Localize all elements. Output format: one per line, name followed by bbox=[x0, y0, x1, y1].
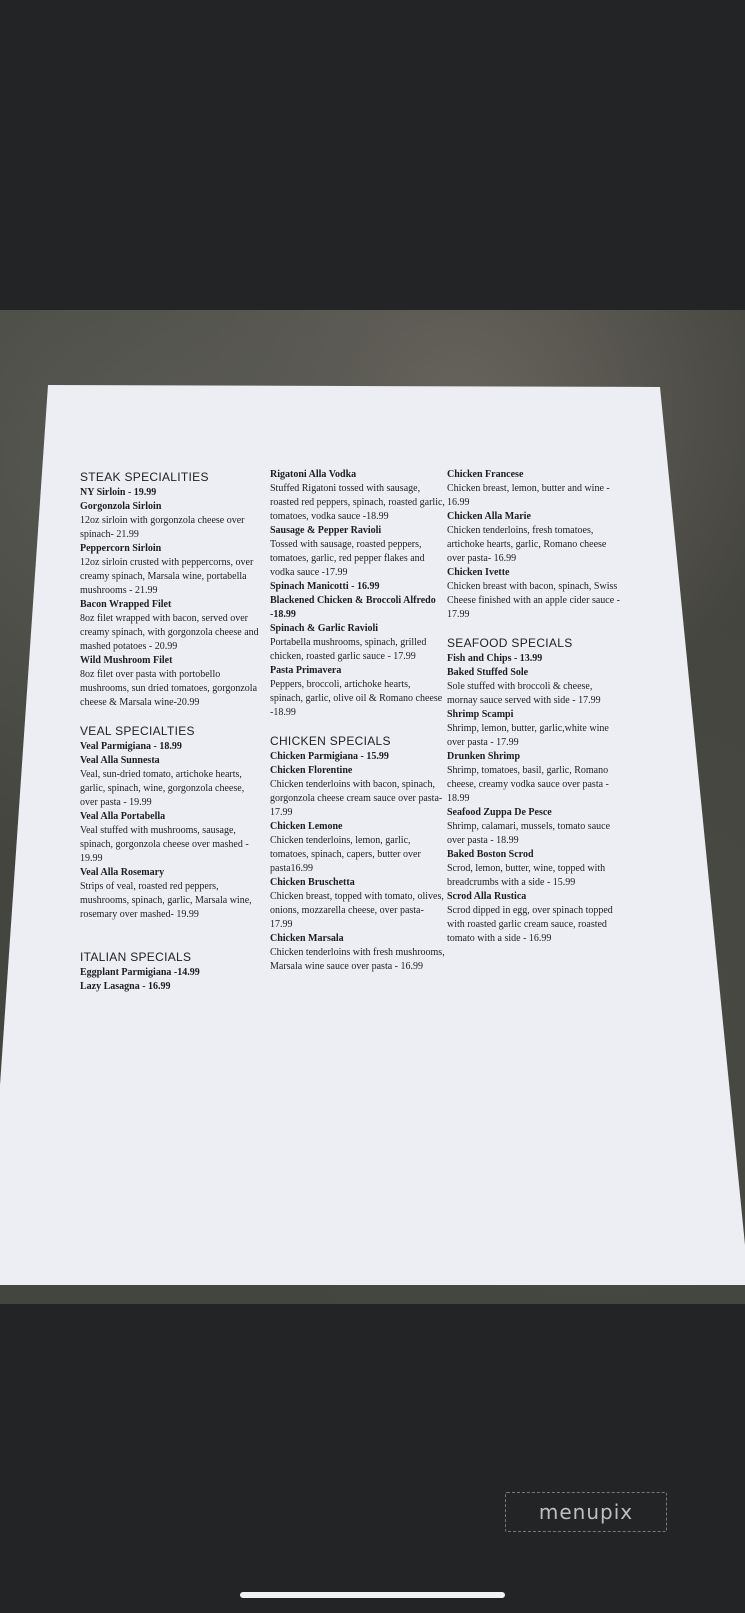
menu-item bbox=[447, 566, 622, 622]
menu-item-name: Chicken Marsala bbox=[270, 933, 344, 944]
menu-item-description: Shrimp, lemon, butter, garlic,white wine over pasta - 17.99 bbox=[447, 723, 609, 748]
menu-item-description: Scrod dipped in egg, over spinach topped with roasted garlic cream sauce, roasted tomato with a side - 16.99 bbox=[447, 905, 613, 944]
menu-column-right bbox=[447, 468, 622, 946]
menu-item-description: 12oz sirloin crusted with peppercorns, over creamy spinach, Marsala wine, portabella mushrooms - 21.99 bbox=[80, 557, 254, 596]
menu-item-name: Shrimp Scampi bbox=[447, 709, 514, 720]
seafood-heading: SEAFOOD SPECIALS bbox=[447, 636, 573, 650]
menu-item bbox=[80, 654, 260, 710]
menu-item-description: Veal, sun-dried tomato, artichoke hearts, garlic, spinach, wine, gorgonzola cheese, over pasta - 19.99 bbox=[80, 769, 245, 808]
menu-item bbox=[447, 652, 622, 666]
menu-item-name: Eggplant Parmigiana -14.99 bbox=[80, 967, 200, 978]
menu-item-name: Fish and Chips - 13.99 bbox=[447, 653, 543, 664]
menu-item-name: Chicken Ivette bbox=[447, 567, 510, 578]
pasta-list bbox=[270, 468, 445, 720]
menu-item bbox=[447, 848, 622, 890]
menu-item bbox=[270, 468, 445, 524]
chicken-heading: CHICKEN SPECIALS bbox=[270, 734, 391, 748]
menu-item-description: Shrimp, calamari, mussels, tomato sauce over pasta - 18.99 bbox=[447, 821, 611, 846]
menu-item-name: Chicken Alla Marie bbox=[447, 511, 531, 522]
menu-item bbox=[80, 500, 260, 542]
menu-item-name: NY Sirloin - 19.99 bbox=[80, 487, 157, 498]
menu-item bbox=[270, 764, 445, 820]
steak-heading: STEAK SPECIALITIES bbox=[80, 470, 209, 484]
menu-item-name: Veal Alla Portabella bbox=[80, 811, 166, 822]
menu-item-name: Veal Alla Rosemary bbox=[80, 867, 165, 878]
menu-item-description: 8oz filet wrapped with bacon, served over creamy spinach, with gorgonzola cheese and mashed potatoes - 20.99 bbox=[80, 613, 259, 652]
menu-item bbox=[447, 468, 622, 510]
menu-item-description: Sole stuffed with broccoli & cheese, mornay sauce served with side - 17.99 bbox=[447, 681, 601, 706]
menu-column-left bbox=[80, 470, 260, 994]
menu-item-name: Drunken Shrimp bbox=[447, 751, 521, 762]
menu-item-description: Shrimp, tomatoes, basil, garlic, Romano cheese, creamy vodka sauce over pasta - 18.99 bbox=[447, 765, 609, 804]
menu-item-description: Chicken tenderloins with fresh mushrooms, Marsala wine sauce over pasta - 16.99 bbox=[270, 947, 445, 972]
menu-item-name: Pasta Primavera bbox=[270, 665, 342, 676]
menu-item bbox=[447, 806, 622, 848]
menu-item bbox=[447, 666, 622, 708]
menu-item-name: Lazy Lasagna - 16.99 bbox=[80, 981, 171, 992]
menu-item-name: Bacon Wrapped Filet bbox=[80, 599, 172, 610]
menu-item-name: Veal Parmigiana - 18.99 bbox=[80, 741, 182, 752]
menu-item-description: Strips of veal, roasted red peppers, mushrooms, spinach, garlic, Marsala wine, rosemary over mashed- 19.99 bbox=[80, 881, 252, 920]
menu-item bbox=[80, 740, 260, 754]
menu-item-description: 12oz sirloin with gorgonzola cheese over spinach- 21.99 bbox=[80, 515, 245, 540]
menu-item bbox=[270, 580, 445, 594]
menu-item bbox=[80, 754, 260, 810]
menu-item-name: Chicken Parmigiana - 15.99 bbox=[270, 751, 389, 762]
veal-heading: VEAL SPECIALTIES bbox=[80, 724, 195, 738]
menu-item bbox=[80, 598, 260, 654]
home-indicator[interactable] bbox=[240, 1592, 505, 1598]
chicken-continued-list bbox=[447, 468, 622, 622]
menu-item bbox=[270, 664, 445, 720]
menu-item bbox=[447, 750, 622, 806]
italian-list bbox=[80, 966, 260, 994]
menu-item-name: Chicken Florentine bbox=[270, 765, 353, 776]
menu-item-name: Chicken Bruschetta bbox=[270, 877, 355, 888]
seafood-list bbox=[447, 652, 622, 946]
menu-item bbox=[270, 524, 445, 580]
menu-item-description: Chicken tenderloins, fresh tomatoes, artichoke hearts, garlic, Romano cheese over pasta- 16.99 bbox=[447, 525, 607, 564]
menu-item bbox=[80, 980, 260, 994]
menu-item bbox=[447, 890, 622, 946]
menu-item bbox=[80, 866, 260, 922]
menu-item-name: Spinach Manicotti - 16.99 bbox=[270, 581, 380, 592]
menupix-watermark: menupix bbox=[505, 1492, 667, 1532]
menu-item-name: Gorgonzola Sirloin bbox=[80, 501, 162, 512]
menu-column-middle bbox=[270, 468, 445, 974]
veal-list bbox=[80, 740, 260, 922]
menu-item-name: Spinach & Garlic Ravioli bbox=[270, 623, 379, 634]
menu-item bbox=[270, 622, 445, 664]
menu-item-name: Chicken Francese bbox=[447, 469, 524, 480]
menu-item bbox=[80, 966, 260, 980]
menu-item-name: Baked Boston Scrod bbox=[447, 849, 534, 860]
menu-item bbox=[80, 542, 260, 598]
menu-item-name: Wild Mushroom Filet bbox=[80, 655, 173, 666]
menu-item bbox=[270, 820, 445, 876]
menu-item bbox=[270, 750, 445, 764]
menu-item-description: Chicken tenderloins, lemon, garlic, tomatoes, spinach, capers, butter over pasta16.99 bbox=[270, 835, 421, 874]
menu-item bbox=[447, 708, 622, 750]
menu-item bbox=[270, 932, 445, 974]
menu-item-description: Scrod, lemon, butter, wine, topped with breadcrumbs with a side - 15.99 bbox=[447, 863, 606, 888]
menu-item-description: 8oz filet over pasta with portobello mushrooms, sun dried tomatoes, gorgonzola cheese & Marsala wine-20.99 bbox=[80, 669, 258, 708]
menu-item-name: Rigatoni Alla Vodka bbox=[270, 469, 357, 480]
menu-item-name: Sausage & Pepper Ravioli bbox=[270, 525, 382, 536]
menu-item-name: Peppercorn Sirloin bbox=[80, 543, 162, 554]
menu-item-description: Tossed with sausage, roasted peppers, tomatoes, garlic, red pepper flakes and vodka sauce -17.99 bbox=[270, 539, 425, 578]
menu-item-description: Portabella mushrooms, spinach, grilled chicken, roasted garlic sauce - 17.99 bbox=[270, 637, 427, 662]
menu-item bbox=[447, 510, 622, 566]
menu-item-description: Peppers, broccoli, artichoke hearts, spinach, garlic, olive oil & Romano cheese -18.99 bbox=[270, 679, 443, 718]
chicken-list bbox=[270, 750, 445, 974]
steak-list bbox=[80, 486, 260, 710]
menu-item-description: Chicken breast with bacon, spinach, Swiss Cheese finished with an apple cider sauce - 17.99 bbox=[447, 581, 620, 620]
menu-item-name: Blackened Chicken & Broccoli Alfredo -18.99 bbox=[270, 595, 436, 620]
italian-heading: ITALIAN SPECIALS bbox=[80, 950, 192, 964]
menu-item-description: Veal stuffed with mushrooms, sausage, spinach, gorgonzola cheese over mashed - 19.99 bbox=[80, 825, 249, 864]
menu-item bbox=[80, 486, 260, 500]
menu-item-description: Chicken breast, lemon, butter and wine - 16.99 bbox=[447, 483, 610, 508]
menu-item bbox=[270, 594, 445, 622]
menu-item-name: Seafood Zuppa De Pesce bbox=[447, 807, 552, 818]
menu-item-description: Stuffed Rigatoni tossed with sausage, roasted red peppers, spinach, roasted garlic, tomatoes, vodka sauce -18.99 bbox=[270, 483, 445, 522]
menu-item-name: Scrod Alla Rustica bbox=[447, 891, 527, 902]
menu-item bbox=[270, 876, 445, 932]
menu-item-name: Chicken Lemone bbox=[270, 821, 343, 832]
menu-item bbox=[80, 810, 260, 866]
menu-item-name: Veal Alla Sunnesta bbox=[80, 755, 160, 766]
menu-item-description: Chicken tenderloins with bacon, spinach, gorgonzola cheese cream sauce over pasta- 17.99 bbox=[270, 779, 443, 818]
menu-item-description: Chicken breast, topped with tomato, olives, onions, mozzarella cheese, over pasta- 17.99 bbox=[270, 891, 444, 930]
menu-item-name: Baked Stuffed Sole bbox=[447, 667, 529, 678]
